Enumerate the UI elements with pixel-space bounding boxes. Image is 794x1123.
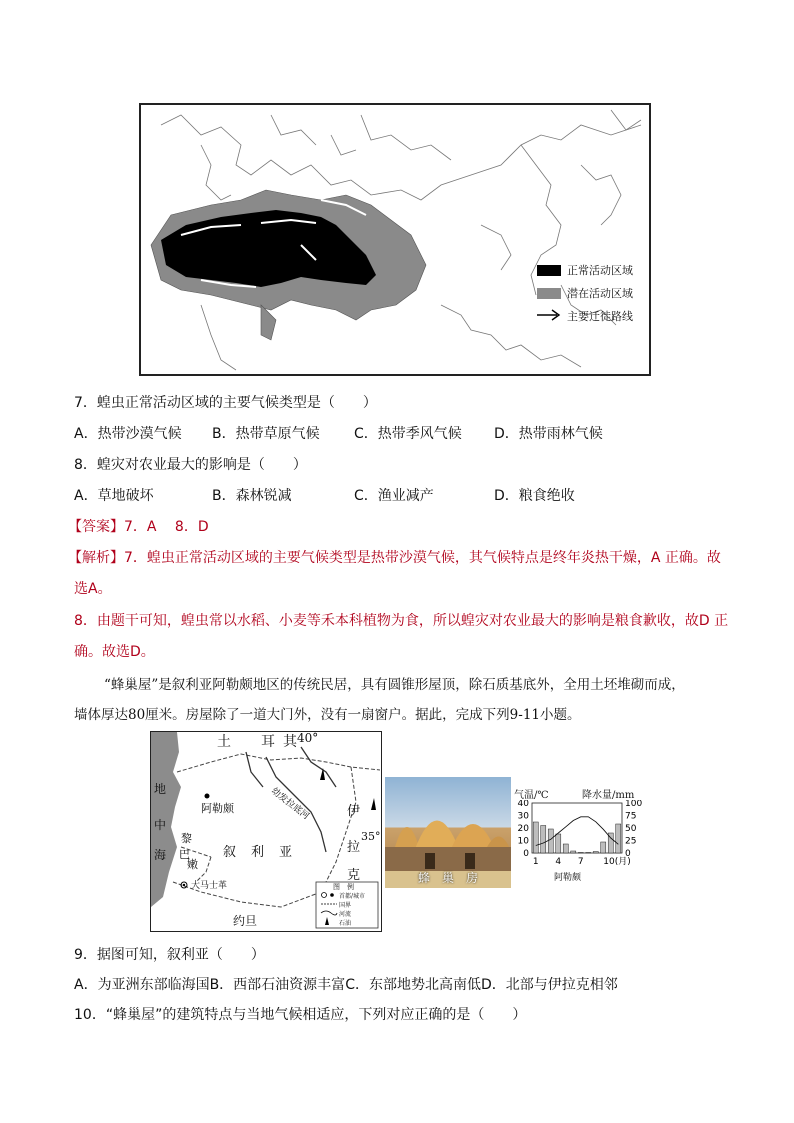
- locust-map-graphic: [141, 105, 649, 374]
- label-yi: 伊: [347, 804, 361, 819]
- oil-icon: [371, 798, 376, 810]
- q8-option-b: B．森林锐减: [212, 488, 292, 504]
- legend-title: 图 例: [333, 883, 354, 891]
- q9-option-d: D．北部与伊拉克相邻: [480, 977, 618, 993]
- label-er: 耳: [261, 734, 275, 750]
- legend-border: 国界: [339, 902, 352, 909]
- answer-tag: 【答案】: [68, 519, 124, 535]
- label-hai: 海: [154, 848, 167, 862]
- right-tick-label: 25: [625, 836, 637, 847]
- left-tick-label: 0: [523, 849, 529, 859]
- label-lat35: 35°: [361, 830, 381, 843]
- x-tick-label: 7: [577, 857, 584, 867]
- arrow-icon: [537, 310, 559, 320]
- precip-bar: [601, 842, 606, 853]
- locust-map: [139, 103, 651, 376]
- syria-map: [150, 731, 382, 932]
- q8-option-d: D．粮食绝收: [494, 488, 575, 504]
- analysis-line-4: 确。故选D。: [74, 644, 155, 660]
- question-8-options: [74, 487, 575, 505]
- precip-bar: [548, 829, 553, 853]
- question-7-options: [74, 425, 603, 443]
- q7-option-d: D．热带雨林气候: [494, 426, 603, 442]
- label-tu: 土: [217, 734, 231, 750]
- legend-normal-label: 正常活动区域: [567, 264, 633, 277]
- q7-option-c: C．热带季风气候: [354, 426, 462, 442]
- label-zhong: 中: [154, 818, 167, 832]
- x-tick-label: 4: [555, 857, 562, 867]
- legend-river: 河流: [339, 911, 352, 918]
- right-tick-label: 0: [625, 849, 631, 859]
- label-di: 地: [154, 782, 167, 796]
- label-ba: 巴: [179, 848, 190, 861]
- x-tick-label: 1: [532, 857, 539, 867]
- analysis-text-1: 7．蝗虫正常活动区域的主要气候类型是热带沙漠气候，其气候特点是终年炎热干燥，A 正确。故: [124, 550, 721, 566]
- x-tick-label: 10(月): [603, 857, 631, 867]
- q8-option-c: C．渔业减产: [354, 488, 434, 504]
- q8-option-a: A．草地破坏: [74, 488, 154, 504]
- analysis-line-3: 8．由题干可知，蝗虫常以水稻、小麦等禾本科植物为食，所以蝗灾对农业最大的影响是粮食歉收，故D 正: [74, 613, 729, 629]
- legend-potential-label: 潜在活动区域: [567, 287, 633, 300]
- question-10-stem: 10．“蜂巢屋”的建筑特点与当地气候相适应，下列对应正确的是（ ）: [74, 1007, 527, 1023]
- answer-text: 7．A 8．D: [124, 519, 209, 535]
- precip-bar: [556, 834, 561, 853]
- chart-ylabel-left: 气温/℃: [514, 790, 549, 801]
- analysis-tag: 【解析】: [68, 550, 124, 566]
- label-river: 幼发拉底河: [268, 786, 311, 822]
- legend-oil: 石油: [339, 920, 352, 927]
- legend-route-label: 主要迁徙路线: [567, 310, 633, 323]
- climate-chart: [512, 786, 644, 886]
- answer-line: [68, 518, 209, 536]
- left-tick-label: 30: [517, 811, 529, 822]
- right-tick-label: 75: [625, 811, 637, 822]
- label-li2: 利: [251, 845, 265, 860]
- left-tick-label: 40: [517, 800, 529, 809]
- precip-bar: [533, 822, 538, 853]
- label-jordan: 约旦: [233, 914, 258, 928]
- label-ke: 克: [347, 868, 361, 883]
- precip-bar: [593, 852, 598, 854]
- left-tick-label: 10: [517, 836, 529, 847]
- label-nen: 嫩: [187, 858, 198, 871]
- precip-bar: [541, 826, 546, 854]
- q9-option-a: A．为亚洲东部临海国: [74, 977, 210, 993]
- label-li: 黎: [181, 832, 192, 845]
- beehive-house-photo: [385, 777, 511, 888]
- precip-bar: [563, 844, 568, 853]
- passage-line-1: “蜂巢屋”是叙利亚阿勒颇地区的传统民居，具有圆锥形屋顶，除石质基底外，全用土坯堆砌而成，: [104, 677, 685, 693]
- q9-option-b: B．西部石油资源丰富: [209, 977, 346, 993]
- label-lat40: 40°: [297, 731, 319, 745]
- label-ya: 亚: [279, 845, 293, 860]
- legend-capital: 首都/城市: [339, 893, 366, 900]
- passage-line-2: 墙体厚达80厘米。房屋除了一道大门外，没有一扇窗户。据此，完成下列9-11小题。: [74, 707, 581, 723]
- question-9-options: [74, 976, 618, 994]
- right-tick-label: 100: [625, 800, 643, 809]
- q7-option-a: A．热带沙漠气候: [74, 426, 182, 442]
- q9-option-c: C．东部地势北高南低: [345, 977, 481, 993]
- chart-xlabel: 阿勒颇: [554, 873, 582, 883]
- question-8-stem: 8．蝗灾对农业最大的影响是（ ）: [74, 457, 307, 473]
- left-tick-label: 20: [517, 824, 529, 834]
- label-xu: 叙: [223, 845, 237, 860]
- photo-caption: 蜂 巢 房: [417, 871, 478, 885]
- precip-bar: [616, 824, 621, 853]
- label-qi: 其: [283, 734, 297, 750]
- chart-ylabel-right: 降水量/mm: [582, 790, 635, 801]
- question-7-stem: 7．蝗虫正常活动区域的主要气候类型是（ ）: [74, 395, 377, 411]
- label-damascus: 大马士革: [191, 881, 228, 891]
- precip-bar: [571, 851, 576, 853]
- analysis-line-1: [68, 549, 721, 567]
- q7-option-b: B．热带草原气候: [212, 426, 320, 442]
- precip-bar: [578, 853, 583, 854]
- precip-bar: [586, 853, 591, 854]
- right-tick-label: 50: [625, 824, 637, 834]
- analysis-line-2: 选A。: [74, 581, 112, 597]
- label-aleppo: 阿勒颇: [201, 802, 234, 815]
- label-la: 拉: [347, 840, 361, 855]
- question-9-stem: 9．据图可知，叙利亚（ ）: [74, 947, 265, 963]
